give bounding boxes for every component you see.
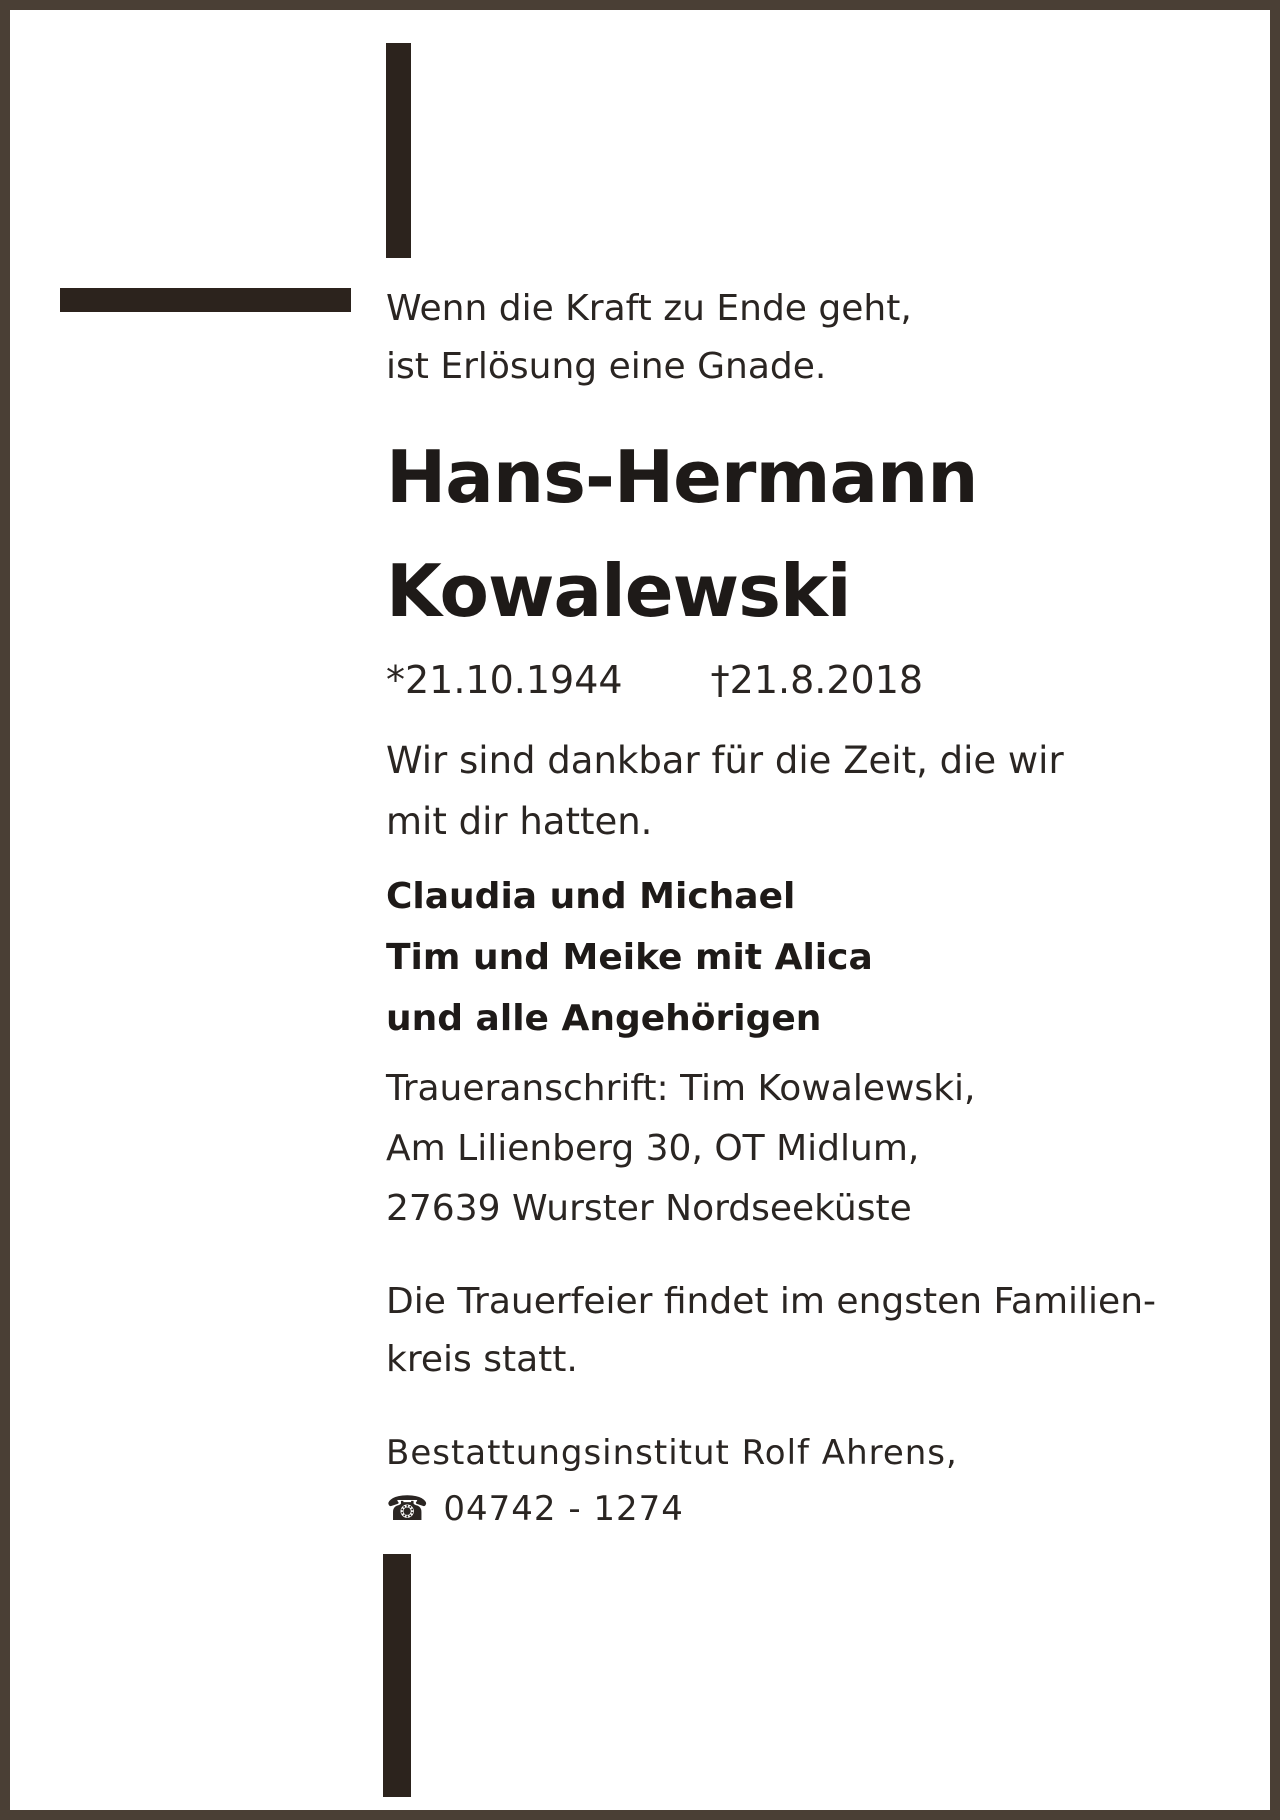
funeral-home-phone	[386, 1481, 1246, 1537]
thanks-line: Wir sind dankbar für die Zeit, die wir	[386, 739, 1064, 782]
death-date: †21.8.2018	[710, 658, 924, 702]
obituary-content	[386, 280, 1246, 1537]
ceremony-line: kreis statt.	[386, 1339, 578, 1380]
funeral-home	[386, 1425, 1246, 1537]
thanks-text	[386, 730, 1246, 852]
ceremony-line: Die Trauerfeier findet im engsten Familien-	[386, 1281, 1157, 1322]
deceased-name	[386, 420, 1246, 648]
first-name: Hans-Hermann	[386, 435, 978, 519]
life-dates	[386, 650, 1246, 710]
birth-date: *21.10.1944	[386, 658, 623, 702]
mourner-line: und alle Angehörigen	[386, 998, 822, 1039]
last-name: Kowalewski	[386, 549, 851, 633]
mourning-address	[386, 1059, 1246, 1239]
mourner-line: Tim und Meike mit Alica	[386, 937, 873, 978]
address-line: Traueranschrift: Tim Kowalewski,	[386, 1068, 976, 1109]
ceremony-notice	[386, 1273, 1246, 1389]
mourner-line: Claudia und Michael	[386, 876, 796, 917]
thanks-line: mit dir hatten.	[386, 800, 653, 843]
funeral-home-name: Bestattungsinstitut Rolf Ahrens,	[386, 1433, 958, 1473]
motto-line: ist Erlösung eine Gnade.	[386, 346, 827, 387]
cross-horizontal-bar	[60, 288, 351, 312]
address-line: 27639 Wurster Nordseeküste	[386, 1188, 912, 1229]
address-line: Am Lilienberg 30, OT Midlum,	[386, 1128, 920, 1169]
motto	[386, 280, 1246, 396]
phone-number: 04742 - 1274	[443, 1489, 684, 1529]
mourners	[386, 866, 1246, 1049]
cross-vertical-bottom	[383, 1554, 411, 1797]
motto-line: Wenn die Kraft zu Ende geht,	[386, 288, 912, 329]
cross-vertical-top	[386, 43, 411, 258]
telephone-icon: ☎	[386, 1489, 430, 1529]
